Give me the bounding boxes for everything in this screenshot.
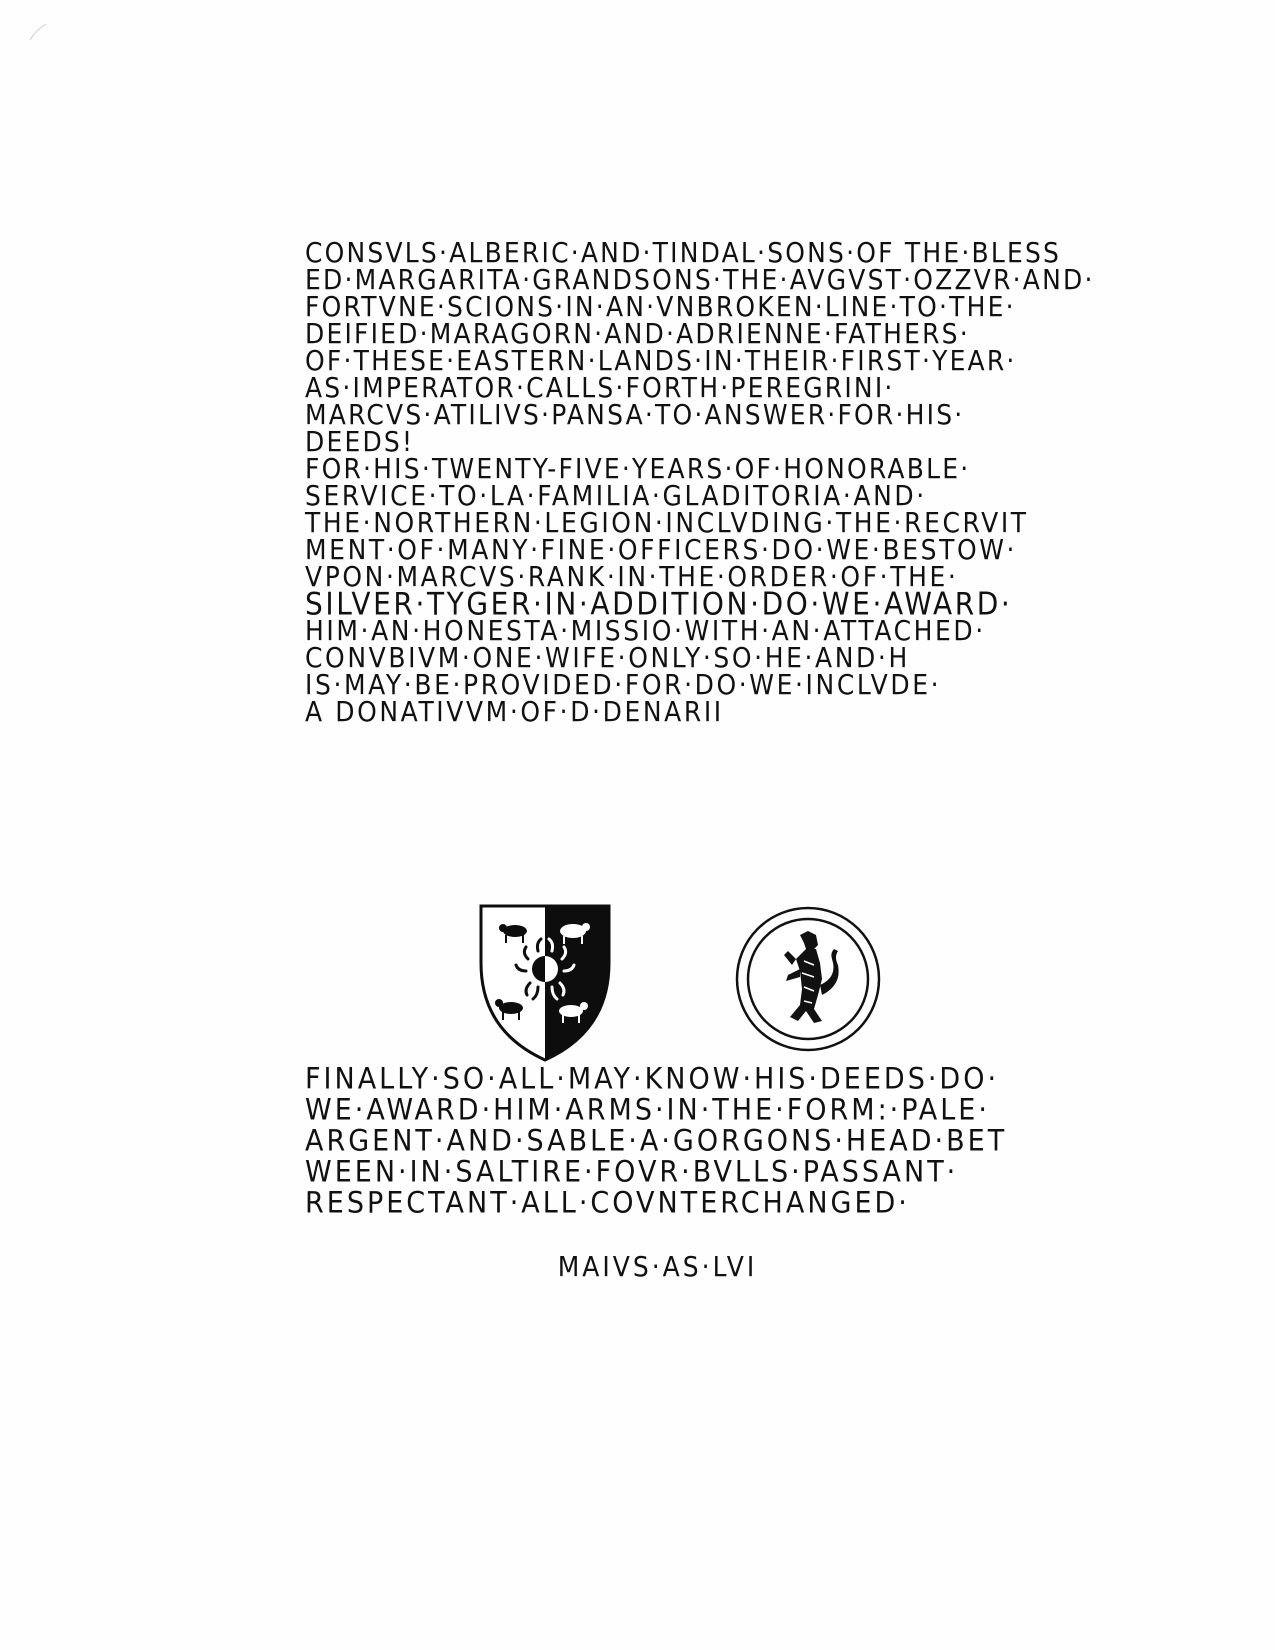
proclamation-line: MARCVS·ATILIVS·PANSA·TO·ANSWER·FOR·HIS· xyxy=(305,398,965,431)
proclamation-line: SILVER·TYGER·IN·ADDITION·DO·WE·AWARD· xyxy=(305,585,1013,622)
arms-award-line: WEEN·IN·SALTIRE·FOVR·BVLLS·PASSANT· xyxy=(305,1155,959,1190)
arms-award-line: ARGENT·AND·SABLE·A·GORGONS·HEAD·BET xyxy=(305,1124,1008,1159)
heraldic-shield-icon xyxy=(478,903,612,1063)
emblems-row xyxy=(0,903,1275,1063)
proclamation-line: CONSVLS·ALBERIC·AND·TINDAL·SONS·OF THE·BLESS xyxy=(305,236,1062,269)
proclamation-line: CONVBIVM·ONE·WIFE·ONLY·SO·HE·AND·H xyxy=(305,641,910,674)
proclamation-line: MENT·OF·MANY·FINE·OFFICERS·DO·WE·BESTOW· xyxy=(305,533,1018,566)
proclamation-line: A DONATIVVM·OF·D·DENARII xyxy=(305,695,724,728)
silver-tyger-seal-icon xyxy=(734,905,882,1053)
arms-award-text xyxy=(305,1062,1085,1221)
proclamation-line: IS·MAY·BE·PROVIDED·FOR·DO·WE·INCLVDE· xyxy=(305,668,942,701)
proclamation-text xyxy=(305,236,1095,728)
paper-mark xyxy=(28,22,48,42)
proclamation-line: DEEDS! xyxy=(305,425,415,458)
proclamation-line: VPON·MARCVS·RANK·IN·THE·ORDER·OF·THE· xyxy=(305,560,959,593)
proclamation-line: SERVICE·TO·LA·FAMILIA·GLADITORIA·AND· xyxy=(305,479,927,512)
arms-award-line: WE·AWARD·HIM·ARMS·IN·THE·FORM:·PALE· xyxy=(305,1093,990,1128)
arms-award-line: FINALLY·SO·ALL·MAY·KNOW·HIS·DEEDS·DO· xyxy=(305,1062,1000,1097)
proclamation-line: ED·MARGARITA·GRANDSONS·THE·AVGVST·OZZVR·AND· xyxy=(305,263,1095,296)
proclamation-line: OF·THESE·EASTERN·LANDS·IN·THEIR·FIRST·YEAR· xyxy=(305,344,1017,377)
proclamation-line: HIM·AN·HONESTA·MISSIO·WITH·AN·ATTACHED· xyxy=(305,614,986,647)
arms-award-line: RESPECTANT·ALL·COVNTERCHANGED· xyxy=(305,1186,910,1221)
date-line: MAIVS·AS·LVI xyxy=(557,1250,758,1283)
proclamation-line: THE·NORTHERN·LEGION·INCLVDING·THE·RECRVIT xyxy=(305,506,1029,539)
proclamation-line: FORTVNE·SCIONS·IN·AN·VNBROKEN·LINE·TO·THE· xyxy=(305,290,1016,323)
proclamation-line: DEIFIED·MARAGORN·AND·ADRIENNE·FATHERS· xyxy=(305,317,970,350)
proclamation-line: FOR·HIS·TWENTY-FIVE·YEARS·OF·HONORABLE· xyxy=(305,452,971,485)
proclamation-line: AS·IMPERATOR·CALLS·FORTH·PEREGRINI· xyxy=(305,371,895,404)
